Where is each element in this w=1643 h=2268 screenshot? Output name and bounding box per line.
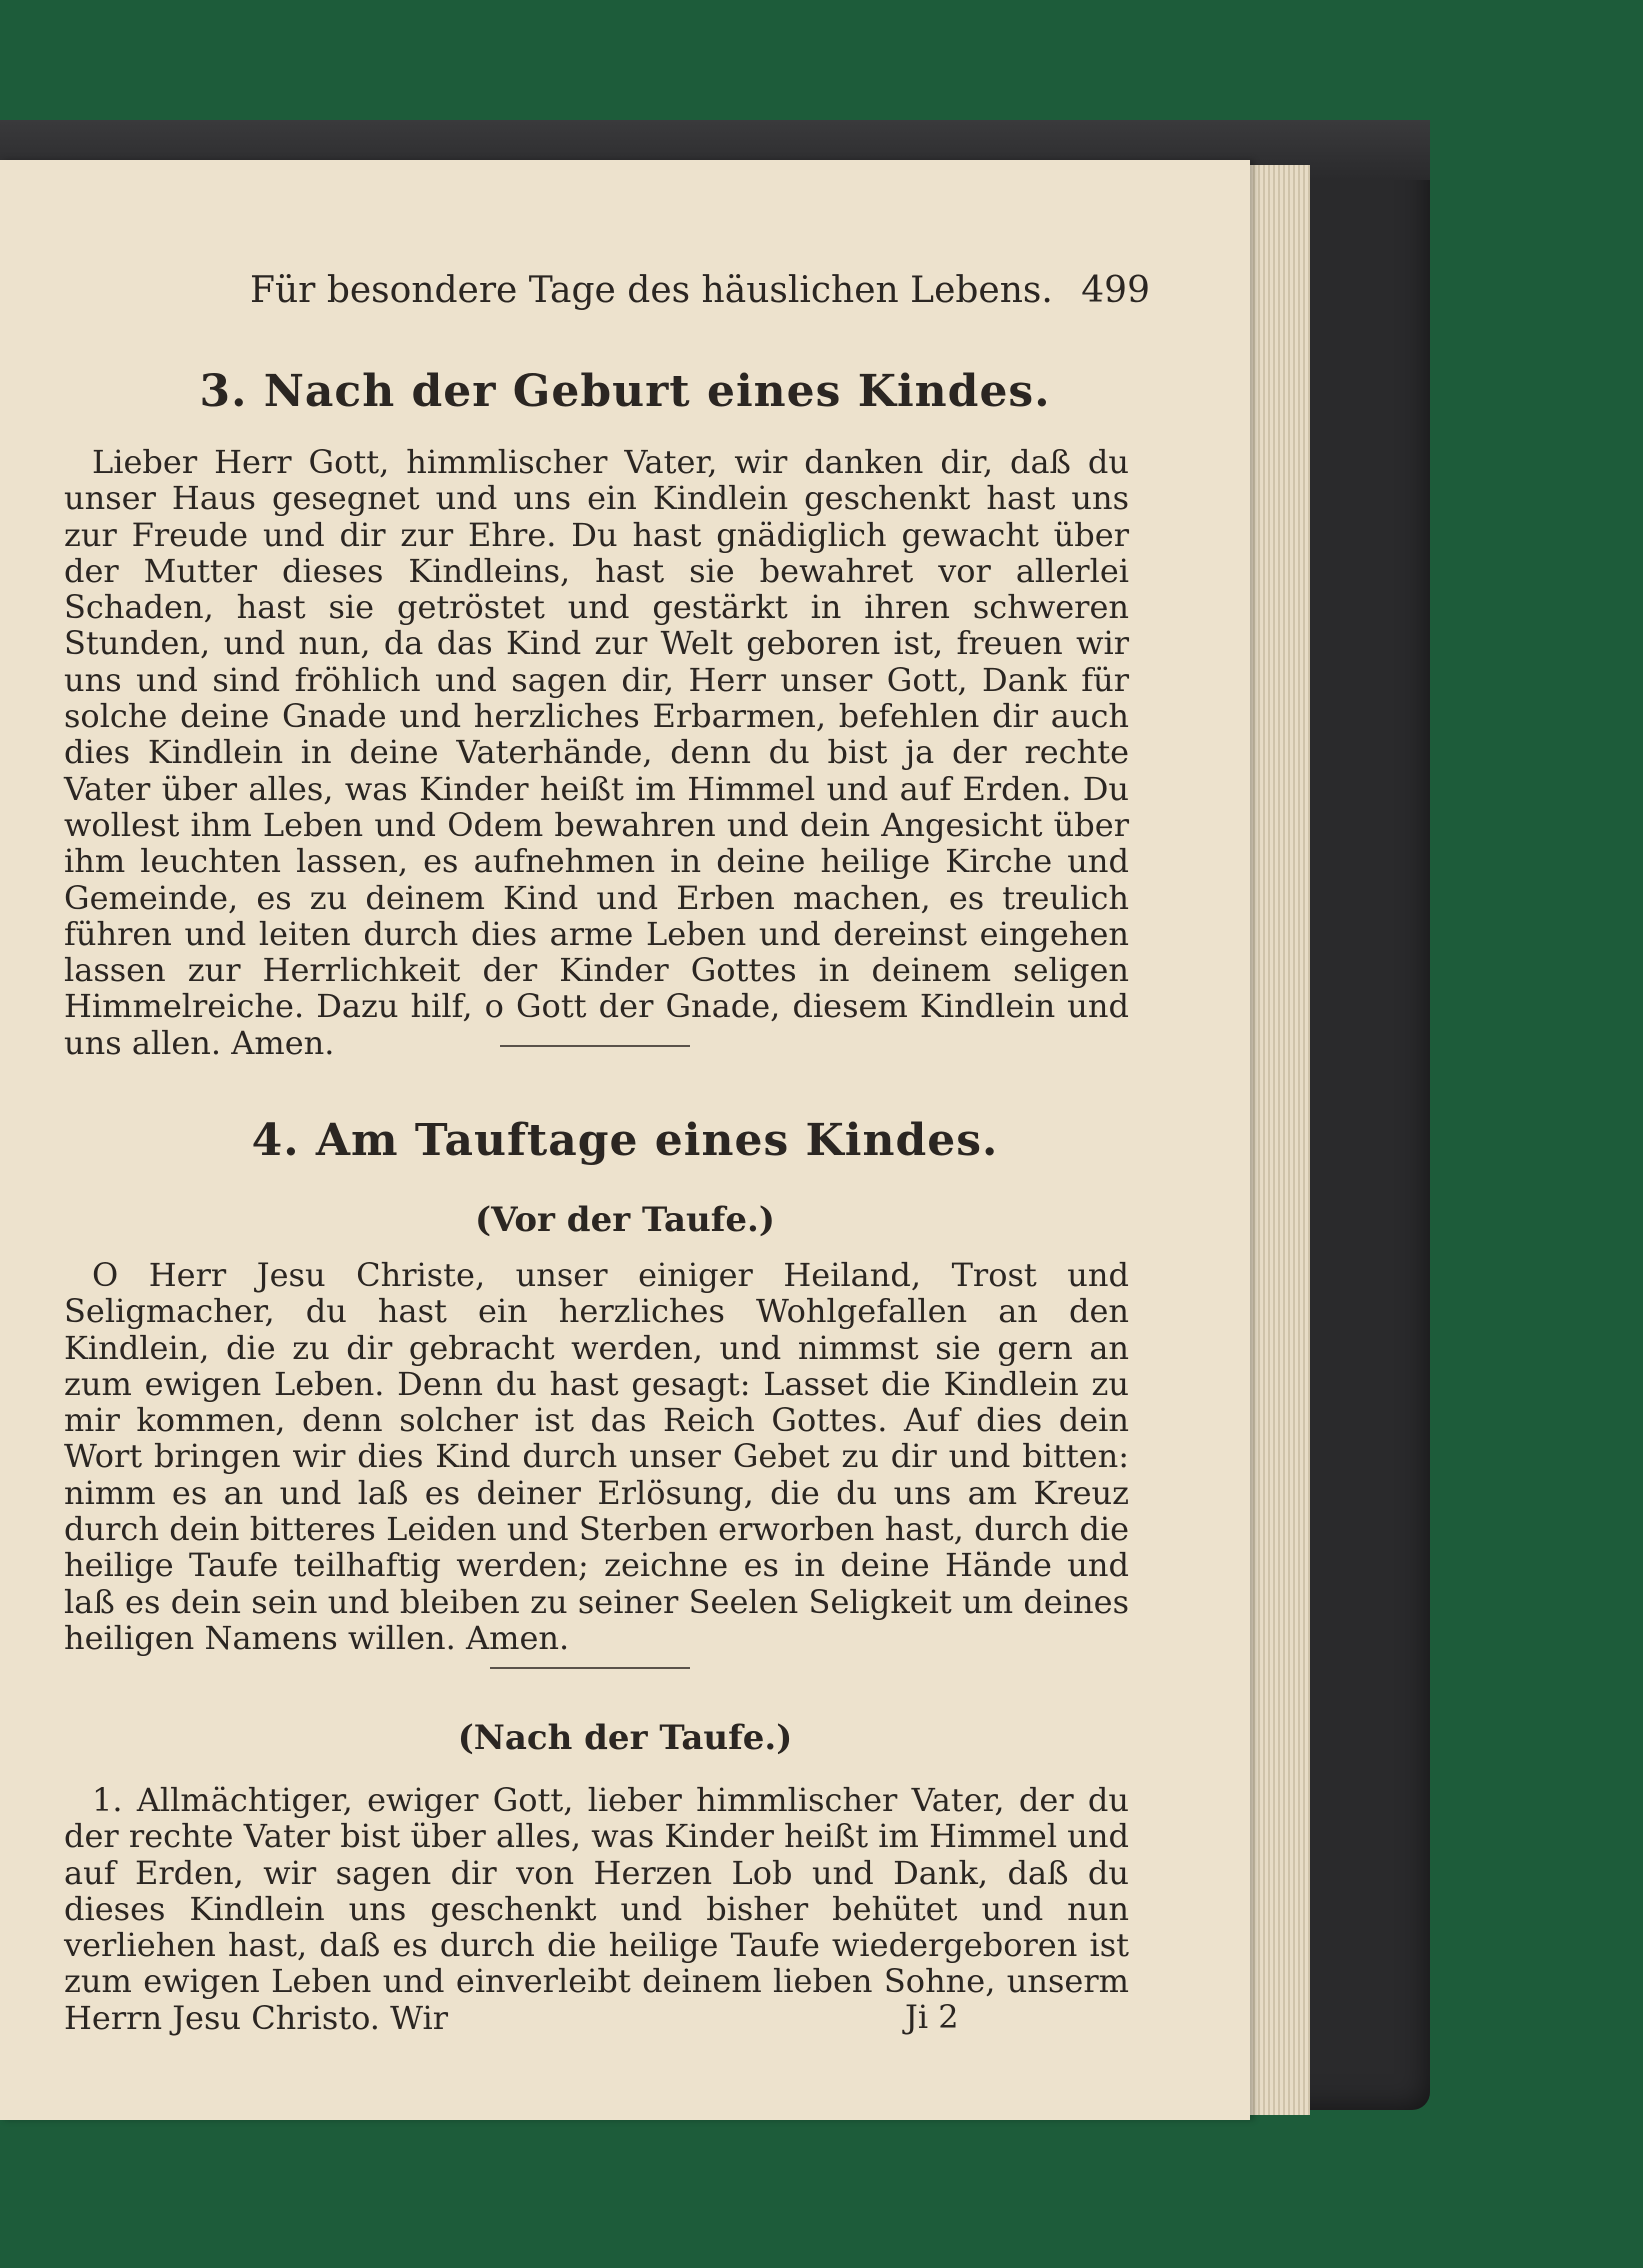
after-baptism-prayer: 1. Allmächtiger, ewiger Gott, lieber himmlischer Vater, der du der rechte Vater bist über alles, was Kinder heißt im Himmel und auf Erden, wir sagen dir von Herzen Lob und Dank, daß du dieses Kindlein uns geschenkt und bisher behütet und nun verliehen hast, daß es durch die heilige Taufe wiedergeboren ist zum ewigen Leben und einverleibt deinem lieben Sohne, unserm Herrn Jesu Christo. Wir [64,1781,1129,2037]
after-baptism-heading: (Nach der Taufe.) [457,1718,793,1758]
subsection-divider [490,1667,690,1669]
section-4-heading: 4. Am Tauftage eines Kindes. [251,1115,999,1166]
section-3-heading: 3. Nach der Geburt eines Kindes. [199,366,1051,417]
page-number: 499 [1081,270,1150,311]
before-baptism-prayer: O Herr Jesu Christe, unser einiger Heiland, Trost und Seligmacher, du hast ein herzliches Wohlgefallen an den Kindlein, die zu dir gebracht werden, und nimmst sie gern an zum ewigen Leben. Denn du hast gesagt: Lasset die Kindlein zu mir kommen, denn solcher ist das Reich Gottes. Auf dies dein Wort bringen wir dies Kind durch unser Gebet zu dir und bitten: nimm es an und laß es deiner Erlösung, die du uns am Kreuz durch dein bitteres Leiden und Sterben erworben hast, durch die heilige Taufe teilhaftig werden; zeichne es in deine Hände und laß es dein sein und bleiben zu seiner Seelen Seligkeit um deines heiligen Namens willen. Amen. [64,1256,1129,1657]
signature-mark: Ji 2 [905,1998,959,2036]
section-3-prayer: Lieber Herr Gott, himmlischer Vater, wir danken dir, daß du unser Haus gesegnet und uns ein Kindlein geschenkt hast uns zur Freude und dir zur Ehre. Du hast gnädiglich gewacht über der Mutter dieses Kindleins, hast sie bewahret vor allerlei Schaden, hast sie getröstet und gestärkt in ihren schweren Stunden, und nun, da das Kind zur Welt geboren ist, freuen wir uns und sind fröhlich und sagen dir, Herr unser Gott, Dank für solche deine Gnade und herzliches Erbarmen, befehlen dir auch dies Kindlein in deine Vaterhände, denn du bist ja der rechte Vater über alles, was Kinder heißt im Himmel und auf Erden. Du wollest ihm Leben und Odem bewahren und dein Angesicht über ihm leuchten lassen, es aufnehmen in deine heilige Kirche und Gemeinde, es zu deinem Kind und Erben machen, es treulich führen und leiten durch dies arme Leben und dereinst eingehen lassen zur Herrlichkeit der Kinder Gottes in deinem seligen Himmelreiche. Dazu hilf, o Gott der Gnade, diesem Kindlein und uns allen. Amen. [64,443,1129,1062]
book-page [0,160,1250,2120]
section-divider [500,1045,690,1047]
page-edges [1240,165,1310,2115]
before-baptism-heading: (Vor der Taufe.) [475,1200,775,1240]
running-title: Für besondere Tage des häuslichen Lebens. [250,270,1053,311]
